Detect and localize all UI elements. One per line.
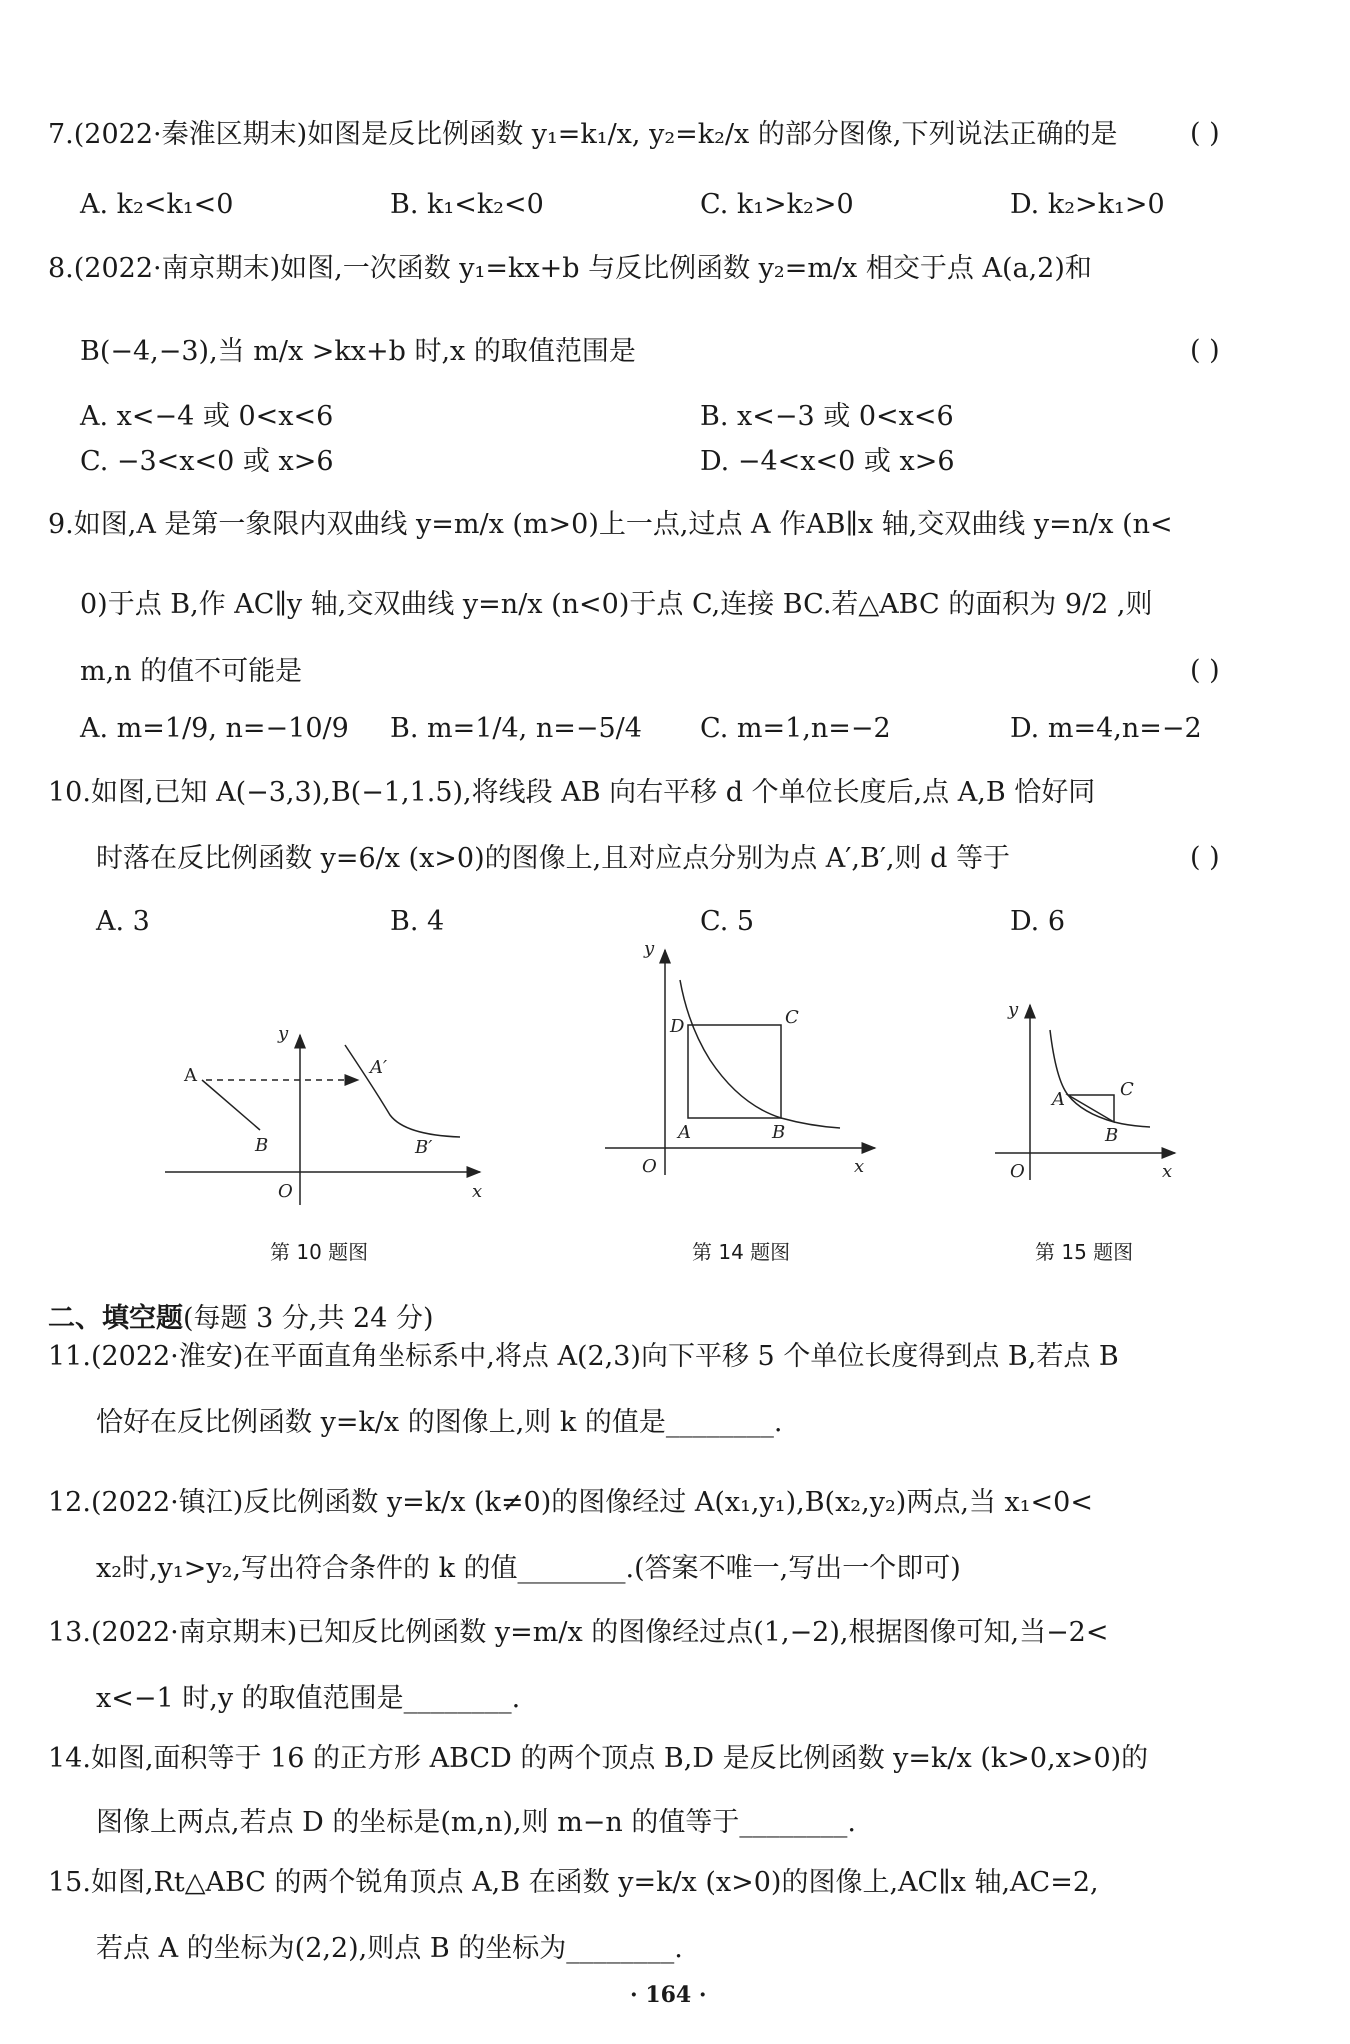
q9-option-a[interactable]: A. m=1/9, n=−10/9 <box>80 713 349 744</box>
fig15-label-b: B <box>1105 1125 1119 1146</box>
q8-option-b[interactable]: B. x<−3 或 0<x<6 <box>700 401 954 432</box>
q10-answer-paren[interactable]: ( ) <box>1190 842 1220 873</box>
q13-line1: 13.(2022·南京期末)已知反比例函数 y=m/x 的图像经过点(1,−2),根据图像可知,当−2< <box>48 1617 1109 1648</box>
fig15-label-x: x <box>1162 1161 1173 1182</box>
fig15-label-o: O <box>1010 1161 1025 1182</box>
q9-line1: 9.如图,A 是第一象限内双曲线 y=m/x (m>0)上一点,过点 A 作AB∥x 轴,交双曲线 y=n/x (n< <box>48 509 1173 540</box>
figure-15 <box>990 995 1190 1185</box>
section2-header <box>48 1296 434 1335</box>
q7-stem: 7.(2022·秦淮区期末)如图是反比例函数 y₁=k₁/x, y₂=k₂/x 的部分图像,下列说法正确的是 <box>48 119 1118 150</box>
page-number: · 164 · <box>630 1982 707 2008</box>
q7-option-a[interactable]: A. k₂<k₁<0 <box>80 189 234 220</box>
fig10-label-a: A <box>184 1065 197 1086</box>
fig10-label-x: x <box>472 1181 483 1202</box>
q14-line1: 14.如图,面积等于 16 的正方形 ABCD 的两个顶点 B,D 是反比例函数 y=k/x (k>0,x>0)的 <box>48 1743 1149 1774</box>
fig15-label-a: A <box>1052 1089 1065 1110</box>
q8-option-c[interactable]: C. −3<x<0 或 x>6 <box>80 446 334 477</box>
q10-option-d[interactable]: D. 6 <box>1010 906 1066 937</box>
q9-line3: m,n 的值不可能是 <box>80 656 303 687</box>
q15-line2[interactable]: 若点 A 的坐标为(2,2),则点 B 的坐标为________. <box>96 1933 683 1964</box>
fig14-hyperbola <box>680 980 840 1128</box>
figure-10 <box>160 1015 500 1215</box>
q7-option-d[interactable]: D. k₂>k₁>0 <box>1010 189 1165 220</box>
section2-title: 二、填空题 <box>48 1303 183 1334</box>
q12-line1: 12.(2022·镇江)反比例函数 y=k/x (k≠0)的图像经过 A(x₁,y₁),B(x₂,y₂)两点,当 x₁<0< <box>48 1487 1093 1518</box>
fig10-label-b-prime: B′ <box>415 1137 433 1158</box>
fig14-label-d: D <box>670 1016 685 1037</box>
q9-option-d[interactable]: D. m=4,n=−2 <box>1010 713 1202 744</box>
fig10-caption: 第 10 题图 <box>270 1240 369 1264</box>
section2-note: (每题 3 分,共 24 分) <box>183 1303 434 1334</box>
q10-option-a[interactable]: A. 3 <box>96 906 150 937</box>
fig14-label-b: B <box>772 1122 786 1143</box>
fig14-label-a: A <box>678 1122 691 1143</box>
fig15-triangle-abc <box>1068 1095 1114 1122</box>
fig14-label-o: O <box>642 1156 657 1177</box>
q11-line2[interactable]: 恰好在反比例函数 y=k/x 的图像上,则 k 的值是________. <box>96 1407 783 1438</box>
fig10-hyperbola <box>345 1045 460 1137</box>
q8-line1: 8.(2022·南京期末)如图,一次函数 y₁=kx+b 与反比例函数 y₂=m/x 相交于点 A(a,2)和 <box>48 253 1092 284</box>
fig10-segment-ab <box>202 1080 260 1130</box>
q11-line1: 11.(2022·淮安)在平面直角坐标系中,将点 A(2,3)向下平移 5 个单位长度得到点 B,若点 B <box>48 1341 1119 1372</box>
q7-answer-paren[interactable]: ( ) <box>1190 118 1220 149</box>
q9-option-b[interactable]: B. m=1/4, n=−5/4 <box>390 713 642 744</box>
q10-option-c[interactable]: C. 5 <box>700 906 755 937</box>
fig15-label-y: y <box>1008 999 1019 1020</box>
q12-line2[interactable]: x₂时,y₁>y₂,写出符合条件的 k 的值________.(答案不唯一,写出一个即可) <box>96 1553 961 1584</box>
q14-line2[interactable]: 图像上两点,若点 D 的坐标是(m,n),则 m−n 的值等于________. <box>96 1807 856 1838</box>
q7-option-b[interactable]: B. k₁<k₂<0 <box>390 189 544 220</box>
q13-line2[interactable]: x<−1 时,y 的取值范围是________. <box>96 1683 521 1714</box>
fig15-label-c: C <box>1120 1079 1134 1100</box>
q8-line2: B(−4,−3),当 m/x >kx+b 时,x 的取值范围是 <box>80 336 636 367</box>
figure-14 <box>600 940 890 1180</box>
fig10-label-b: B <box>255 1135 269 1156</box>
fig10-label-o: O <box>278 1181 293 1202</box>
fig14-label-y: y <box>644 940 655 959</box>
q8-option-a[interactable]: A. x<−4 或 0<x<6 <box>80 401 334 432</box>
fig10-label-a-prime: A′ <box>370 1057 388 1078</box>
q10-option-b[interactable]: B. 4 <box>390 906 445 937</box>
fig15-hyperbola <box>1050 1030 1150 1127</box>
fig14-label-x: x <box>854 1156 865 1177</box>
fig10-label-y: y <box>278 1023 289 1044</box>
q7-option-c[interactable]: C. k₁>k₂>0 <box>700 189 854 220</box>
q10-line1: 10.如图,已知 A(−3,3),B(−1,1.5),将线段 AB 向右平移 d 个单位长度后,点 A,B 恰好同 <box>48 777 1096 808</box>
q8-option-d[interactable]: D. −4<x<0 或 x>6 <box>700 446 955 477</box>
fig14-label-c: C <box>785 1007 799 1028</box>
q9-answer-paren[interactable]: ( ) <box>1190 655 1220 686</box>
fig14-caption: 第 14 题图 <box>692 1240 791 1264</box>
q15-line1: 15.如图,Rt△ABC 的两个锐角顶点 A,B 在函数 y=k/x (x>0)的图像上,AC∥x 轴,AC=2, <box>48 1867 1099 1898</box>
q9-line2: 0)于点 B,作 AC∥y 轴,交双曲线 y=n/x (n<0)于点 C,连接 BC.若△ABC 的面积为 9/2 ,则 <box>80 589 1153 620</box>
q8-answer-paren[interactable]: ( ) <box>1190 335 1220 366</box>
fig14-square-abcd <box>688 1025 781 1118</box>
fig15-caption: 第 15 题图 <box>1035 1240 1134 1264</box>
q9-option-c[interactable]: C. m=1,n=−2 <box>700 713 891 744</box>
q10-line2: 时落在反比例函数 y=6/x (x>0)的图像上,且对应点分别为点 A′,B′,则 d 等于 <box>96 843 1011 874</box>
